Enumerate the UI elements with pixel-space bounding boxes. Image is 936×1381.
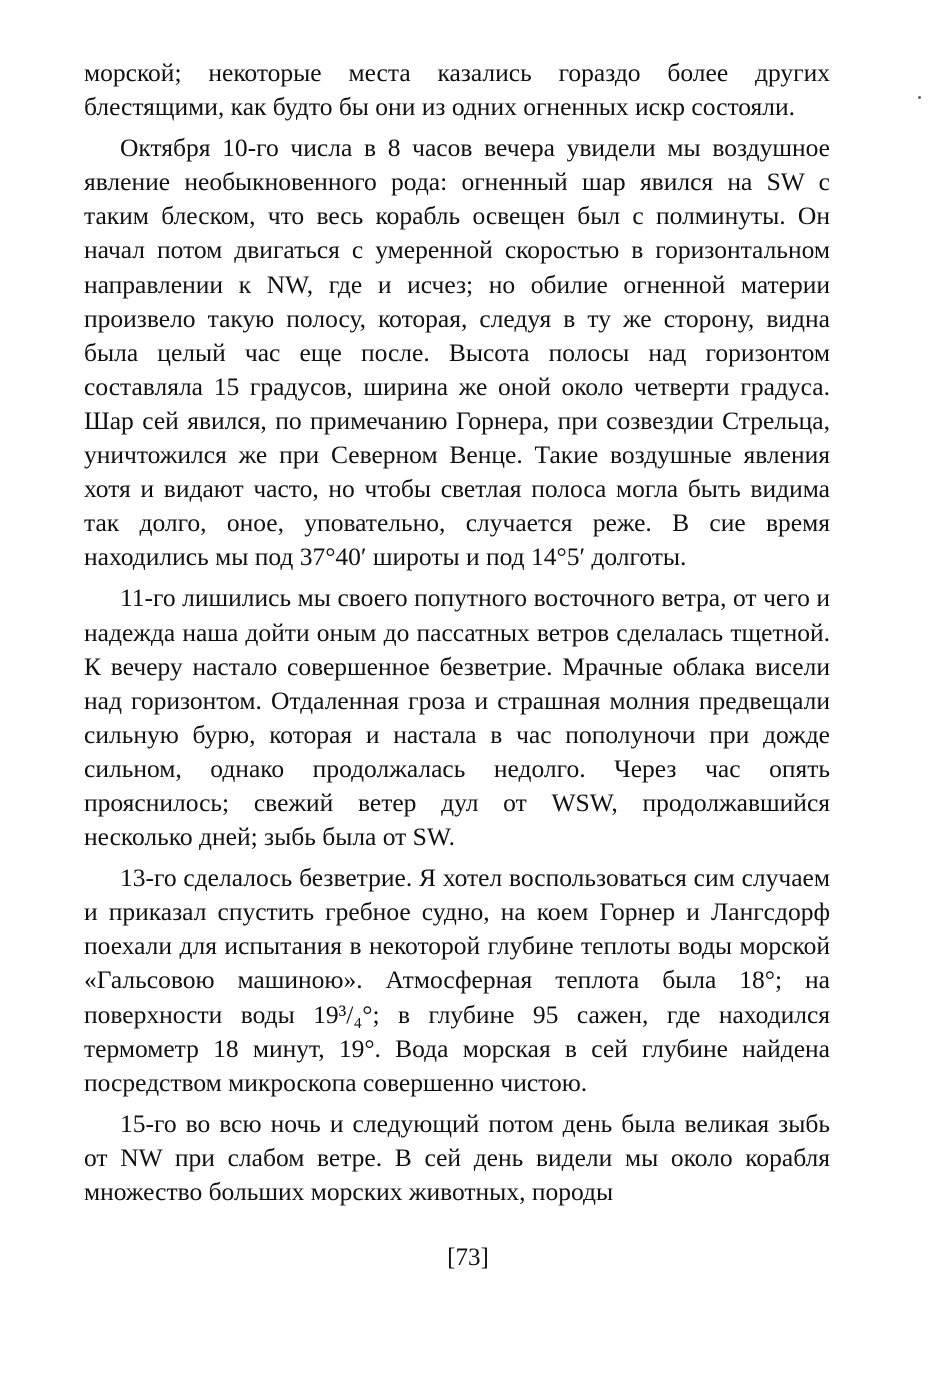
paragraph-13th: 13-го сделалось безветрие. Я хотел воспользоваться сим случаем и приказал спустить гребное судно, на коем Горнер и Лангсдорф поехали для испытания в некоторой глубине теплоты воды морской «Гальсовою машиною». Атмосферная теплота была 18°; на поверхности воды 19³/₄°; в глубине 95 сажен, где находился термометр 18 минут, 19°. Вода морская в сей глубине найдена посредством микроскопа совершенно чистою. <box>84 863 830 1097</box>
margin-speck <box>918 96 921 99</box>
paragraph-15th: 15-го во всю ночь и следующий потом день была великая зыбь от NW при слабом ветре. В сей день видели мы около корабля множество больших морских животных, породы <box>84 1108 830 1206</box>
page-number: [73] <box>447 1244 489 1271</box>
body-text <box>84 56 830 1209</box>
paragraph-11th: 11-го лишились мы своего попутного восточного ветра, от чего и надежда наша дойти оным до пассатных ветров сделалась тщетной. К вечеру настало совершенное безветрие. Мрачные облака висели над горизонтом. Отдаленная гроза и страшная молния предвещали сильную бурю, которая и настала в час пополуночи при дожде сильном, однако продолжалась недолго. Через час опять прояснилось; свежий ветер дул от WSW, продолжавшийся несколько дней; зыбь была от SW. <box>84 583 830 852</box>
paragraph-continuation: морской; некоторые места казались гораздо более других блестящими, как будто бы они из одних огненных искр состояли. <box>84 58 830 122</box>
paragraph-october-10: Октября 10-го числа в 8 часов вечера увидели мы воздушное явление необыкновенного рода: огненный шар явился на SW с таким блеском, что весь корабль освещен был с полминуты. Он начал потом двигаться с умеренной скоростью в горизонтальном направлении к NW, где и исчез; но обилие огненной материи произвело такую полосу, которая, следуя в ту же сторону, видна была целый час еще после. Высота полосы над горизонтом составляла 15 градусов, ширина же оной около четверти градуса. Шар сей явился, по примечанию Горнера, при созвездии Стрельца, уничтожился же при Северном Венце. Такие воздушные явления хотя и видают часто, но чтобы светлая полоса могла быть видима так долго, оное, уповательно, случается реже. В сие время находились мы под 37°40′ широты и под 14°5′ долготы. <box>84 133 830 572</box>
